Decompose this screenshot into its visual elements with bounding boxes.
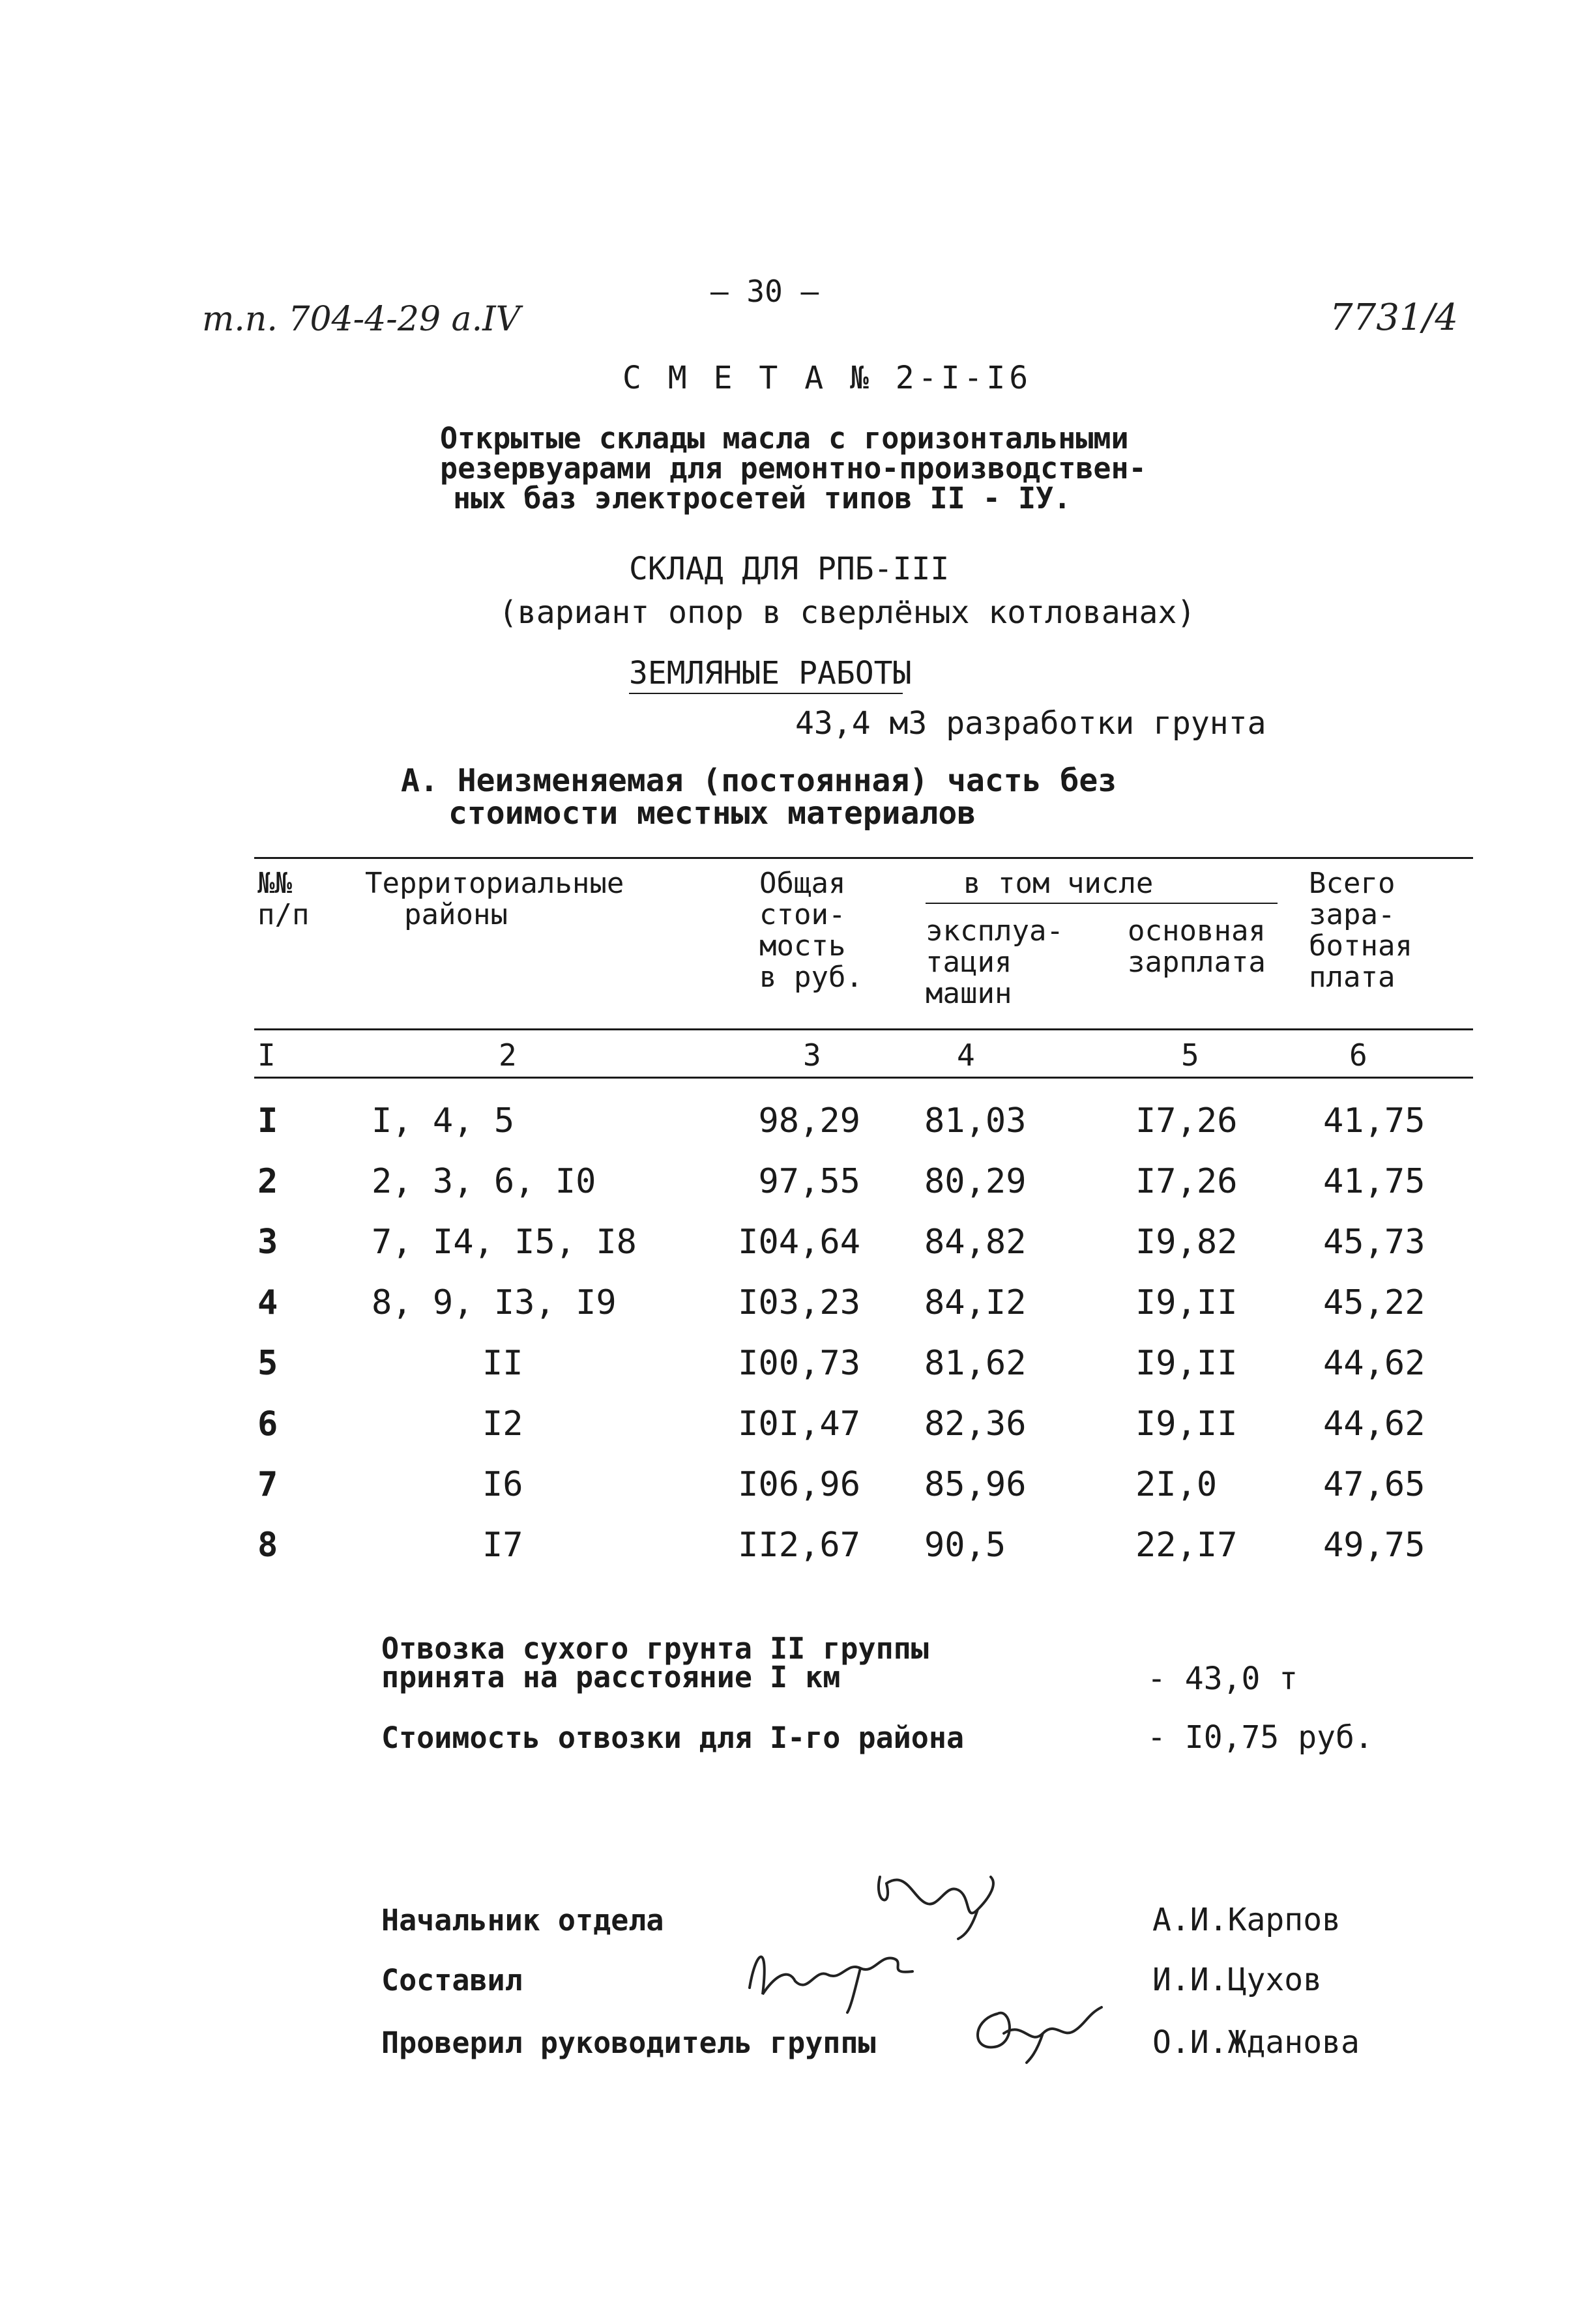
cell-machines: 81,62 xyxy=(924,1344,1027,1383)
header-machines-line-3: машин xyxy=(926,977,1012,1010)
cell-total-salary: 44,62 xyxy=(1323,1404,1425,1444)
volume-note: 43,4 м3 разработки грунта xyxy=(795,705,1266,742)
column-number: I xyxy=(257,1038,276,1073)
column-number: 5 xyxy=(1181,1038,1199,1073)
cell-salary: I7,26 xyxy=(1135,1101,1238,1140)
cell-machines: 85,96 xyxy=(924,1465,1027,1504)
cell-total: 97,55 xyxy=(758,1162,860,1201)
cell-regions: I6 xyxy=(482,1465,523,1504)
column-number: 6 xyxy=(1349,1038,1367,1073)
inventory-number: 7731/4 xyxy=(1330,297,1459,339)
header-total-salary-line-4: плата xyxy=(1309,961,1396,994)
cell-machines: 84,I2 xyxy=(924,1283,1027,1322)
header-total-line-1: Общая xyxy=(759,867,846,900)
header-region-line-1: Территориальные xyxy=(365,867,624,900)
cell-total-salary: 49,75 xyxy=(1323,1526,1425,1565)
header-machines-line-1: эксплуа- xyxy=(926,914,1064,948)
cell-regions: 2, 3, 6, I0 xyxy=(372,1162,596,1201)
cell-salary: I9,82 xyxy=(1135,1223,1238,1262)
cell-n: 6 xyxy=(257,1404,278,1444)
warehouse-title: СКЛАД ДЛЯ РПБ-III xyxy=(629,551,950,587)
header-bottom-rule xyxy=(254,1028,1473,1030)
header-salary-line-1: основная xyxy=(1128,914,1266,948)
estimate-title: С М Е Т А № 2-I-I6 xyxy=(622,360,1032,396)
signature-name: А.И.Карпов xyxy=(1152,1902,1341,1938)
header-salary xyxy=(1128,916,1266,978)
cell-total-salary: 45,73 xyxy=(1323,1223,1425,1262)
header-including: в том числе xyxy=(963,867,1154,900)
transport-line-2: принята на расстояние I км xyxy=(381,1660,841,1694)
cell-regions: II xyxy=(482,1344,523,1383)
signature-role: Начальник отдела xyxy=(381,1903,664,1938)
part-line-1: Неизменяемая (постоянная) часть без xyxy=(457,763,1117,799)
cell-total: I06,96 xyxy=(738,1465,860,1504)
cell-salary: I9,II xyxy=(1135,1344,1238,1383)
header-num: №№ п/п xyxy=(257,867,310,931)
cell-salary: I9,II xyxy=(1135,1283,1238,1322)
header-total-salary-line-2: зара- xyxy=(1309,898,1396,931)
cell-n: 4 xyxy=(257,1283,278,1322)
signature-name: И.И.Цухов xyxy=(1152,1962,1323,1998)
header-total-salary xyxy=(1309,868,1412,993)
header-total-line-3: мость xyxy=(759,929,846,963)
header-total-line-4: в руб. xyxy=(759,961,863,994)
cell-total-salary: 44,62 xyxy=(1323,1344,1425,1383)
signature-tsukhov xyxy=(730,1936,926,2014)
cell-machines: 81,03 xyxy=(924,1101,1027,1140)
signature-name: О.И.Жданова xyxy=(1152,2024,1360,2061)
transport-line-1: Отвозка сухого грунта II группы xyxy=(381,1631,929,1666)
description-line-3: ных баз электросетей типов II - IУ. xyxy=(453,481,1072,516)
header-total-salary-line-1: Всего xyxy=(1309,867,1396,900)
section-title: ЗЕМЛЯНЫЕ РАБОТЫ xyxy=(629,655,912,691)
cost-value: - I0,75 руб. xyxy=(1147,1719,1373,1756)
cell-salary: I9,II xyxy=(1135,1404,1238,1444)
column-number: 3 xyxy=(803,1038,821,1073)
cell-total: I00,73 xyxy=(738,1344,860,1383)
cell-total: II2,67 xyxy=(738,1526,860,1565)
part-line-2: стоимости местных материалов xyxy=(448,795,976,832)
cell-regions: 7, I4, I5, I8 xyxy=(372,1223,637,1262)
cell-n: 3 xyxy=(257,1223,278,1262)
signature-karpov xyxy=(867,1864,1010,1942)
cell-salary: 2I,0 xyxy=(1135,1465,1218,1504)
description xyxy=(440,421,1147,516)
cell-regions: I7 xyxy=(482,1526,523,1565)
cell-machines: 90,5 xyxy=(924,1526,1006,1565)
cell-n: 7 xyxy=(257,1465,278,1504)
signature-role: Проверил руководитель группы xyxy=(381,2026,876,2060)
transport-value: - 43,0 т xyxy=(1147,1661,1298,1697)
cell-total: I04,64 xyxy=(738,1223,860,1262)
cell-total: I0I,47 xyxy=(738,1404,860,1444)
header-region xyxy=(365,868,624,931)
signature-zhdanova xyxy=(965,1994,1115,2066)
cell-total-salary: 41,75 xyxy=(1323,1101,1425,1140)
cell-total: I03,23 xyxy=(738,1283,860,1322)
cell-machines: 84,82 xyxy=(924,1223,1027,1262)
column-number: 2 xyxy=(499,1038,517,1073)
transport-note xyxy=(381,1631,929,1694)
header-machines-line-2: тация xyxy=(926,946,1012,979)
cell-total-salary: 45,22 xyxy=(1323,1283,1425,1322)
cell-n: 2 xyxy=(257,1162,278,1201)
cell-salary: I7,26 xyxy=(1135,1162,1238,1201)
description-line-2: резервуарами для ремонтно-производствен- xyxy=(440,451,1147,486)
header-machines xyxy=(926,916,1064,1009)
part-a-heading xyxy=(401,763,1117,799)
including-rule xyxy=(926,903,1278,904)
header-total-salary-line-3: ботная xyxy=(1309,929,1412,963)
cell-regions: I, 4, 5 xyxy=(372,1101,515,1140)
cost-label: Стоимость отвозки для I-го района xyxy=(381,1721,965,1755)
cell-machines: 80,29 xyxy=(924,1162,1027,1201)
description-line-1: Открытые склады масла с горизонтальными xyxy=(440,421,1129,456)
table-top-rule xyxy=(254,857,1473,859)
cell-n: 8 xyxy=(257,1526,278,1565)
column-number: 4 xyxy=(957,1038,975,1073)
project-code: т.п. 704-4-29 а.IV xyxy=(202,300,521,339)
cell-salary: 22,I7 xyxy=(1135,1526,1238,1565)
page-number: — 30 — xyxy=(710,274,819,309)
section-underline xyxy=(629,693,903,694)
header-total xyxy=(759,868,863,993)
cell-machines: 82,36 xyxy=(924,1404,1027,1444)
cell-n: 5 xyxy=(257,1344,278,1383)
signature-role: Составил xyxy=(381,1963,523,1997)
variant-note: (вариант опор в сверлёных котлованах) xyxy=(499,594,1196,631)
cell-total: 98,29 xyxy=(758,1101,860,1140)
cell-regions: I2 xyxy=(482,1404,523,1444)
part-label: А. xyxy=(401,763,439,799)
cell-regions: 8, 9, I3, I9 xyxy=(372,1283,617,1322)
header-salary-line-2: зарплата xyxy=(1128,946,1266,979)
header-region-line-2: районы xyxy=(404,898,508,931)
cell-total-salary: 47,65 xyxy=(1323,1465,1425,1504)
cell-total-salary: 41,75 xyxy=(1323,1162,1425,1201)
header-total-line-2: стои- xyxy=(759,898,846,931)
cell-n: I xyxy=(257,1101,278,1140)
column-numbers-rule xyxy=(254,1077,1473,1079)
